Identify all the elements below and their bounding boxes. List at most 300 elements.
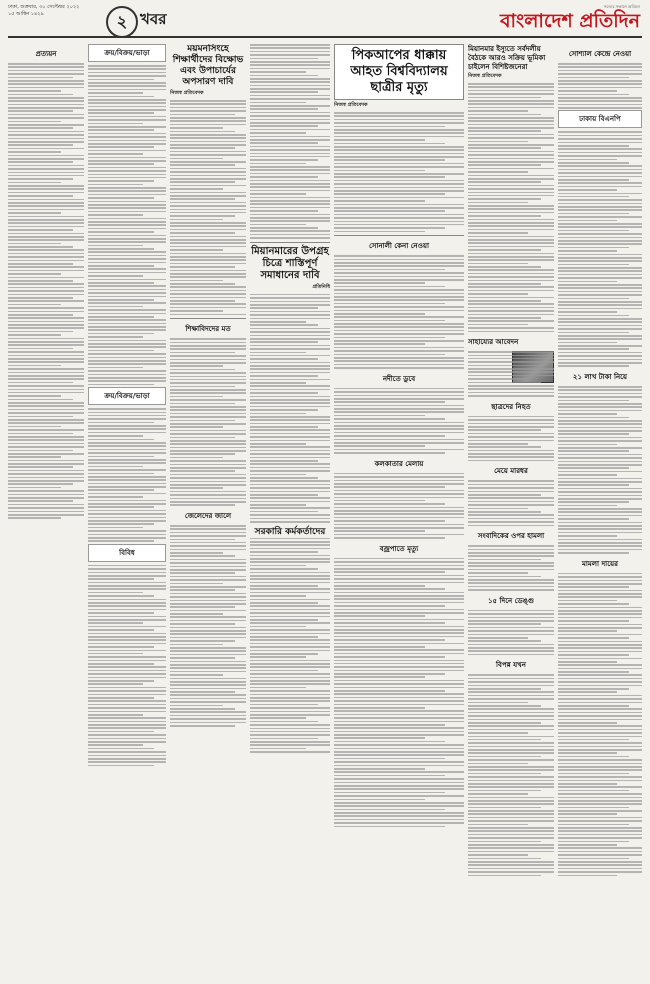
text-line (8, 297, 73, 299)
text-line (88, 741, 166, 743)
text-line (250, 561, 330, 563)
text-line (334, 558, 464, 560)
text-line (170, 365, 223, 367)
text-line (88, 626, 166, 628)
text-line (558, 450, 629, 452)
text-line (334, 513, 464, 515)
text-line (334, 799, 425, 801)
text-line (170, 426, 223, 428)
text-line (170, 273, 246, 275)
text-line (558, 440, 642, 442)
text-line (558, 193, 642, 195)
text-line (334, 126, 445, 128)
text-line (170, 120, 246, 122)
text-line (558, 505, 617, 507)
text-line (170, 467, 246, 469)
text-line (170, 708, 235, 710)
text-line (468, 195, 554, 197)
text-line (334, 204, 464, 206)
story-headline: ছাত্রদের নিহত (491, 402, 531, 411)
text-line (334, 310, 464, 312)
text-line (334, 758, 445, 760)
text-line (88, 656, 166, 658)
text-line (558, 641, 642, 643)
text-line (8, 405, 84, 407)
text-line (334, 180, 464, 182)
text-line (250, 639, 330, 641)
text-line (170, 355, 246, 357)
text-line (250, 193, 306, 195)
text-line (334, 737, 425, 739)
text-line (250, 88, 330, 90)
text-line (170, 640, 235, 642)
text-line (88, 112, 154, 114)
text-line (250, 588, 330, 590)
text-line (8, 209, 84, 211)
text-line (88, 748, 154, 750)
story-headline: মিয়ানমার ইস্যুতে সর্বদলীয় বৈঠকে আরও সক্রিয় ভূমিকা চাইলেন বিশিষ্টজনেরা (468, 44, 546, 71)
date-line: ঢাকা, শুক্রবার, ৩০ সেপ্টেম্বর ২০২২ (8, 4, 80, 10)
text-line (334, 200, 425, 202)
text-line (170, 718, 246, 720)
text-line (334, 788, 464, 790)
text-line (468, 429, 541, 431)
text-line (170, 633, 246, 635)
text-line (250, 112, 330, 114)
text-line (558, 304, 642, 306)
text-line (558, 267, 642, 269)
text-line (250, 646, 330, 648)
text-line (468, 752, 554, 754)
text-line (8, 144, 73, 146)
text-line (170, 379, 246, 381)
text-line (468, 773, 541, 775)
text-line (558, 77, 629, 79)
text-line (334, 636, 464, 638)
text-line (558, 834, 642, 836)
text-line (558, 705, 629, 707)
text-line (250, 78, 330, 80)
story-column-7 (558, 44, 642, 974)
text-line (250, 673, 330, 675)
text-line (558, 478, 642, 480)
text-line (88, 99, 166, 101)
text-line (558, 776, 642, 778)
text-line (558, 335, 642, 337)
text-line (8, 253, 84, 255)
text-line (558, 159, 617, 161)
text-line (88, 235, 166, 237)
text-line (468, 746, 554, 748)
text-line (170, 535, 246, 537)
text-line (558, 311, 617, 313)
text-line (334, 425, 464, 427)
text-line (334, 449, 464, 451)
text-line (468, 375, 554, 377)
text-line (558, 100, 642, 102)
text-line (88, 214, 143, 216)
text-line (558, 844, 617, 846)
text-line (558, 790, 629, 792)
story-text (468, 351, 554, 397)
text-line (468, 127, 554, 129)
text-line (558, 736, 642, 738)
text-line (334, 717, 464, 719)
text-line (334, 754, 464, 756)
text-line (88, 221, 166, 223)
text-line (558, 535, 617, 537)
text-line (558, 332, 629, 334)
text-line (334, 139, 425, 141)
text-line (334, 367, 464, 369)
text-line (88, 180, 154, 182)
text-line (170, 586, 246, 588)
text-line (558, 274, 642, 276)
text-line (250, 129, 330, 131)
text-line (8, 419, 84, 421)
text-line (8, 192, 84, 194)
text-line (558, 83, 642, 85)
text-line (8, 270, 84, 272)
text-line (468, 395, 554, 397)
text-line (8, 263, 73, 265)
text-line (88, 211, 166, 213)
text-line (170, 362, 246, 364)
text-line (468, 331, 554, 333)
text-line (170, 569, 246, 571)
text-line (250, 680, 330, 682)
text-line (334, 660, 464, 662)
text-line (334, 768, 425, 770)
text-line (468, 286, 554, 288)
text-line (170, 103, 246, 105)
text-line (250, 51, 330, 53)
text-line (88, 585, 166, 587)
text-line (558, 104, 642, 106)
text-line (334, 129, 464, 131)
text-line (8, 378, 84, 380)
text-line (170, 246, 246, 248)
text-line (88, 476, 166, 478)
text-line (8, 124, 84, 126)
text-line (88, 238, 166, 240)
text-line (558, 810, 642, 812)
text-line (8, 409, 84, 411)
text-line (88, 653, 143, 655)
text-line (334, 612, 464, 614)
text-line (88, 140, 166, 142)
text-line (88, 119, 166, 121)
text-line (468, 327, 554, 329)
story-text (468, 545, 554, 591)
text-line (334, 812, 464, 814)
text-line (8, 83, 84, 85)
text-line (170, 110, 246, 112)
header-rule (8, 36, 642, 38)
text-line (468, 494, 541, 496)
text-line (88, 673, 166, 675)
text-line (88, 459, 166, 461)
text-line (558, 542, 642, 544)
text-line (334, 197, 464, 199)
text-line (468, 314, 554, 316)
text-line (88, 694, 166, 696)
text-line (558, 471, 642, 473)
text-line (250, 423, 330, 425)
text-line (88, 218, 166, 220)
text-line (250, 166, 330, 168)
text-line (170, 406, 246, 408)
text-line (170, 290, 246, 292)
text-line (250, 304, 330, 306)
text-line (88, 265, 154, 267)
text-line (88, 285, 166, 287)
text-line (250, 575, 330, 577)
text-line (334, 153, 464, 155)
text-line (8, 256, 84, 258)
text-line (170, 440, 246, 442)
text-line (558, 702, 642, 704)
text-line (170, 413, 246, 415)
text-line (88, 592, 143, 594)
text-line (250, 230, 330, 232)
text-line (250, 149, 330, 151)
text-line (170, 566, 246, 568)
text-line (250, 741, 330, 743)
text-line (170, 481, 246, 483)
text-line (250, 321, 306, 323)
text-line (170, 420, 235, 422)
text-line (334, 822, 464, 824)
text-line (88, 133, 166, 135)
text-line (468, 613, 554, 615)
text-line (334, 326, 464, 328)
text-line (170, 620, 246, 622)
text-line (170, 494, 246, 496)
text-line (170, 654, 246, 656)
text-line (170, 399, 246, 401)
text-line (334, 415, 425, 417)
text-line (250, 558, 330, 560)
text-line (558, 189, 617, 191)
text-line (468, 263, 528, 265)
text-line (334, 411, 464, 413)
text-line (8, 283, 84, 285)
text-line (468, 786, 554, 788)
text-line (88, 302, 166, 304)
story-headline: কলকাতার মেলায় (374, 459, 424, 468)
text-line (558, 783, 617, 785)
text-line (88, 489, 154, 491)
text-line (8, 114, 84, 116)
text-line (468, 358, 554, 360)
text-line (88, 258, 166, 260)
text-line (170, 134, 246, 136)
text-line (88, 296, 166, 298)
text-line (250, 477, 318, 479)
text-line (558, 827, 642, 829)
text-line (468, 273, 554, 275)
text-line (170, 293, 246, 295)
text-line (334, 388, 464, 390)
text-line (8, 212, 61, 214)
text-line (558, 287, 642, 289)
text-line (558, 386, 642, 388)
text-line (8, 236, 84, 238)
text-line (558, 223, 642, 225)
text-line (334, 805, 464, 807)
story-headline: মেয়ে মারধর (494, 467, 528, 476)
text-line (558, 94, 629, 96)
story-column-4 (250, 44, 330, 974)
text-line (250, 656, 306, 658)
text-line (8, 110, 73, 112)
text-line (88, 575, 166, 577)
text-line (334, 646, 425, 648)
text-line (8, 439, 84, 441)
text-line (334, 306, 464, 308)
text-line (250, 153, 330, 155)
text-line (558, 270, 642, 272)
text-line (334, 785, 464, 787)
text-line (468, 518, 554, 520)
text-line (468, 107, 554, 109)
text-line (334, 714, 464, 716)
text-line (468, 725, 554, 727)
text-line (250, 595, 306, 597)
text-line (334, 259, 464, 261)
text-line (468, 124, 554, 126)
text-line (88, 612, 154, 614)
text-line (558, 590, 642, 592)
text-line (468, 647, 554, 649)
text-line (170, 416, 246, 418)
text-line (468, 371, 554, 373)
text-line (558, 410, 642, 412)
text-line (170, 276, 246, 278)
text-line (170, 684, 246, 686)
text-line (8, 348, 73, 350)
text-line (334, 568, 464, 570)
text-line (558, 769, 642, 771)
text-line (558, 593, 642, 595)
text-line (468, 722, 541, 724)
text-line (334, 565, 464, 567)
story-text (558, 573, 642, 876)
text-line (88, 224, 166, 226)
text-line (8, 239, 84, 241)
text-line (170, 314, 246, 316)
text-line (88, 428, 166, 430)
text-line (88, 136, 166, 138)
text-line (88, 353, 166, 355)
text-line (468, 875, 541, 877)
text-line (170, 382, 246, 384)
text-line (8, 331, 73, 333)
text-line (88, 282, 154, 284)
text-line (88, 486, 166, 488)
text-line (468, 854, 528, 856)
text-line (250, 214, 330, 216)
classifieds-column-2 (88, 44, 166, 974)
text-line (468, 141, 528, 143)
text-line (334, 602, 464, 604)
text-line (334, 605, 445, 607)
text-line (250, 217, 330, 219)
text-line (88, 738, 166, 740)
text-line (250, 91, 318, 93)
text-line (558, 315, 629, 317)
text-line (558, 216, 642, 218)
text-line (250, 352, 306, 354)
text-line (170, 342, 246, 344)
text-line (558, 847, 642, 849)
text-line (334, 432, 464, 434)
text-line (250, 544, 330, 546)
text-line (170, 470, 235, 472)
text-line (170, 168, 246, 170)
text-line (170, 528, 246, 530)
text-line (250, 71, 306, 73)
text-line (558, 820, 642, 822)
text-line (468, 378, 528, 380)
text-line (170, 178, 246, 180)
text-line (88, 116, 166, 118)
text-line (170, 423, 246, 425)
text-line (468, 864, 554, 866)
text-line (558, 461, 642, 463)
text-line (468, 803, 554, 805)
text-line (334, 156, 464, 158)
text-line (468, 208, 554, 210)
text-line (170, 572, 235, 574)
text-line (170, 593, 246, 595)
text-line (8, 151, 61, 153)
text-line (558, 545, 642, 547)
text-line (334, 159, 445, 161)
text-line (468, 763, 528, 765)
text-line (334, 493, 464, 495)
text-line (250, 731, 330, 733)
text-line (558, 338, 642, 340)
text-line (468, 830, 554, 832)
text-line (170, 504, 235, 506)
text-line (88, 707, 166, 709)
text-line (8, 300, 84, 302)
story-text (170, 525, 246, 727)
text-line (334, 333, 464, 335)
text-line (558, 603, 629, 605)
text-line (170, 212, 246, 214)
text-line (250, 751, 330, 753)
text-line (558, 607, 642, 609)
text-line (250, 677, 330, 679)
text-line (334, 771, 464, 773)
text-line (558, 90, 617, 92)
text-line (558, 73, 642, 75)
text-line (88, 380, 166, 382)
text-line (88, 272, 166, 274)
text-line (250, 704, 318, 706)
text-line (170, 222, 246, 224)
text-line (170, 310, 223, 312)
text-line (170, 392, 246, 394)
text-line (88, 432, 166, 434)
text-line (8, 317, 84, 319)
text-line (170, 681, 246, 683)
story-text (334, 255, 464, 368)
text-line (468, 630, 554, 632)
